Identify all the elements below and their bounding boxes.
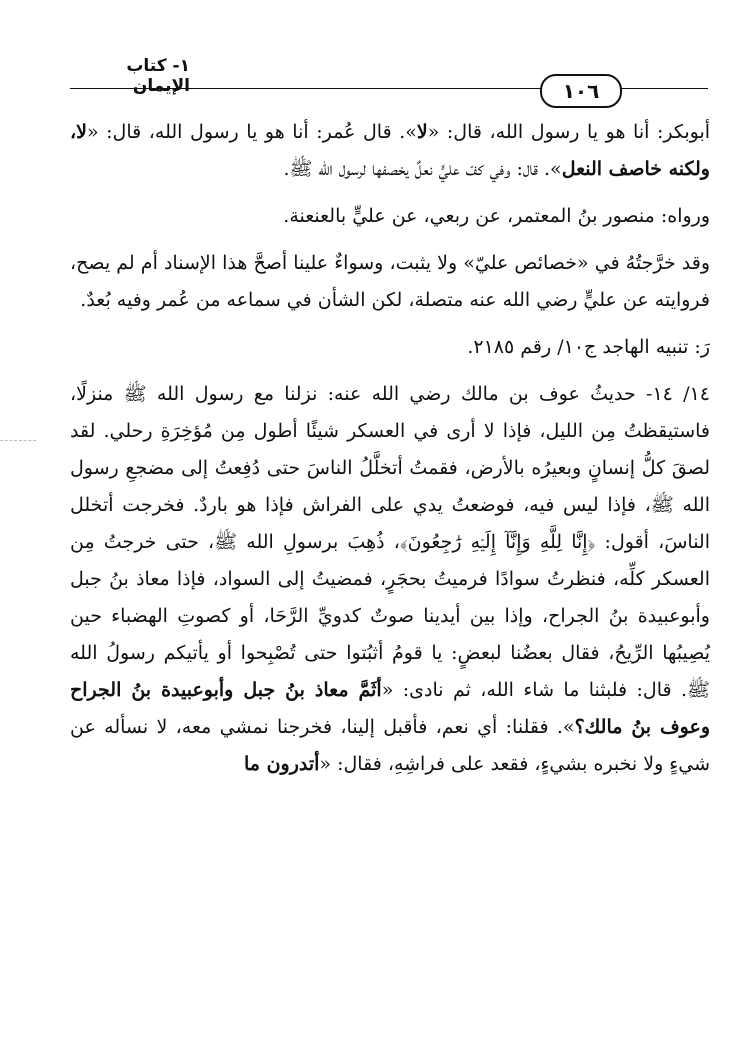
bold-quote-span: لا bbox=[416, 121, 428, 143]
text-span: ورواه: منصور بنُ المعتمر، عن ربعي، عن عليٍّ بالعنعنة. bbox=[283, 205, 710, 227]
paragraph bbox=[70, 329, 710, 366]
text-span: ». فقلنا: أي نعم، فأقبل إلينا، فخرجنا نمشي معه، لا نسأله عن شيءٍ ولا نخبره بشيءٍ، فقعد على فراشِهِ، فقال: « bbox=[70, 716, 710, 775]
text-span: وقد خرَّجتُهُ في «خصائص عليّ» ولا يثبت، وسواءٌ علينا أصحَّ هذا الإسناد أم لم يصح، فروايته عن عليٍّ رضي الله عنه متصلة، لكن الشأن في سماعه من عُمر وفيه بُعدٌ. bbox=[70, 252, 710, 311]
running-title: ١- كتاب الإيمان bbox=[126, 56, 190, 96]
margin-mark bbox=[0, 440, 36, 441]
text-span: ». قال عُمر: أنا هو يا رسول الله، قال: « bbox=[86, 121, 417, 143]
page-number: ١٠٦ bbox=[540, 74, 622, 108]
text-span: أبوبكر: أنا هو يا رسول الله، قال: « bbox=[427, 121, 711, 143]
text-span: ». قال: وفي كفّ عليٍّ نعلٌ يخصفها لرسول الله ﷺ. bbox=[283, 158, 562, 180]
body-text bbox=[70, 114, 710, 793]
text-span: رَ: تنبيه الهاجد ج١٠/ رقم ٢١٨٥. bbox=[467, 336, 710, 358]
bold-quote-span: لا، ولكنه خاصف النعل bbox=[70, 121, 710, 180]
text-span: ١٤/ ١٤- حديثُ عوف بن مالك رضي الله عنه: نزلنا مع رسول الله ﷺ منزلًا، فاستيقظتُ مِن الليل، فإذا لا أرى في العسكر شيئًا أطول مِن مُؤخِرَةِ رحلي. لقد لصقَ كلُّ إنسانٍ وبعيرُه بالأرض، فقمتُ أتخلَّلُ الناسَ حتى دُفِعتُ إلى مضجعِ رسول الله ﷺ، فإذا ليس فيه، فوضعتُ يدي على الفراش فإذا هو باردٌ. فخرجت أتخلل الناسَ، أقول: ﴿إِنَّا لِلَّهِ وَإِنَّآ إِلَيۡهِ رَٰجِعُونَ﴾، ذُهِبَ برسولِ الله ﷺ، حتى خرجتُ مِن العسكر كلِّه، فنظرتُ سوادًا فرميتُ بحجَرٍ، فمضيتُ إلى السواد، فإذا معاذ بنُ جبل وأبوعبيدة بنُ الجراح، وإذا بين أيدينا صوتٌ كدويِّ الرَّحَا، أو كصوتِ الهضباء حين يُصِيبُها الرِّيحُ، فقال بعضُنا لبعضٍ: يا قومُ أثبُتوا حتى تُصْبِحوا أو يأتيكم رسولُ الله ﷺ. قال: فلبثنا ما شاء الله، ثم نادى: « bbox=[70, 383, 711, 701]
paragraph bbox=[70, 245, 710, 319]
bold-quote-span: أثَمَّ معاذ بنُ جبل وأبوعبيدة بنُ الجراح وعوف بنُ مالك؟ bbox=[70, 679, 710, 738]
paragraph bbox=[70, 198, 710, 235]
paragraph bbox=[70, 114, 710, 188]
bold-quote-span: أتدرون ما bbox=[243, 753, 320, 775]
paragraph bbox=[70, 376, 710, 783]
